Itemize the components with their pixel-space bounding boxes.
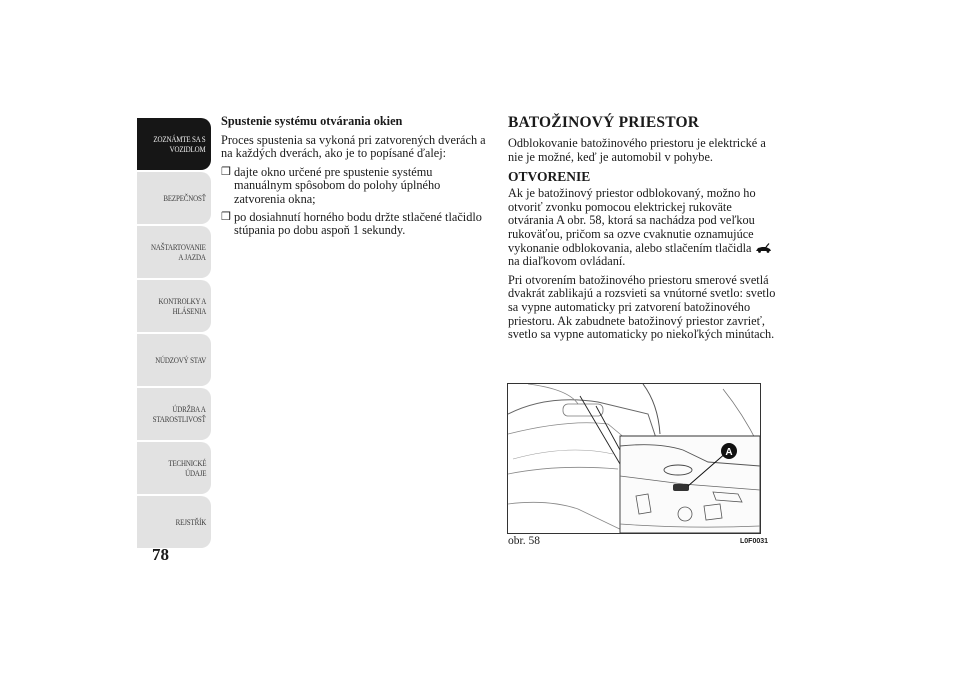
tab-label: NÚDZOVÝ STAV bbox=[155, 355, 206, 365]
intro-paragraph: Proces spustenia sa vykoná pri zatvorených dverách a na každých dverách, ako je to popísané ďalej: bbox=[221, 132, 486, 161]
section-title: BATOŽINOVÝ PRIESTOR bbox=[508, 114, 700, 131]
list-item-text: dajte okno určené pre spustenie systému manuálnym spôsobom do polohy úplného zatvorenia okna; bbox=[234, 164, 441, 206]
page-number: 78 bbox=[152, 545, 169, 564]
figure-trunk-handle bbox=[507, 383, 761, 534]
opening-text: Ak je batožinový priestor odblokovaný, možno ho otvoriť zvonku pomocou elektrickej rukoväte otvárania A obr. 58, ktorá sa nachádza pod veľkou rukoväťou, pričom sa ozve cvaknutie oznamujúce vykonanie odblokovania, alebo stlačením tlačidla bbox=[508, 186, 756, 255]
tab-nastartovanie[interactable] bbox=[137, 226, 211, 278]
tab-zoznamte-sa[interactable] bbox=[137, 118, 211, 170]
tab-label: REJSTŘÍK bbox=[175, 517, 206, 527]
subsection-title: OTVORENIE bbox=[508, 169, 591, 185]
tab-label: ZOZNÁMTE SA S VOZIDLOM bbox=[153, 134, 206, 154]
list-item bbox=[221, 166, 493, 207]
tab-label: TECHNICKÉ ÚDAJE bbox=[167, 458, 206, 478]
figure-caption: obr. 58 bbox=[508, 535, 540, 547]
lights-paragraph: Pri otvorením batožinového priestoru smerové svetlá dvakrát zablikajú a rozsvieti sa vnútorné svetlo: svetlo sa vypne automaticky pri zatvorení batožinového priestoru. Ak zabudnete batožinový priestor zavrieť, svetlo sa vypne automaticky po niekoľkých minútach. bbox=[508, 272, 776, 342]
left-column bbox=[221, 115, 493, 242]
tab-label: NAŠTARTOVANIE A JAZDA bbox=[151, 242, 206, 262]
figure-code: L0F0031 bbox=[740, 538, 769, 545]
tab-technicke-udaje[interactable] bbox=[137, 442, 211, 494]
trunk-illustration bbox=[508, 384, 760, 533]
callout-label: A bbox=[725, 447, 733, 458]
tab-nudzovy-stav[interactable] bbox=[137, 334, 211, 386]
opening-paragraph bbox=[508, 187, 778, 269]
chapter-tabs bbox=[137, 118, 211, 550]
intro-paragraph: Odblokovanie batožinového priestoru je elektrické a nie je možné, keď je automobil v pohybe. bbox=[508, 136, 766, 164]
right-column bbox=[508, 115, 778, 347]
tab-bezpecnost[interactable] bbox=[137, 172, 211, 224]
opening-text-end: na diaľkovom ovládaní. bbox=[508, 254, 626, 269]
tab-label: KONTROLKY A HLÁSENIA bbox=[158, 296, 206, 316]
bullet-mark: ❒ bbox=[221, 210, 231, 223]
tab-rejstrik[interactable] bbox=[137, 496, 211, 548]
tab-udrzba[interactable] bbox=[137, 388, 211, 440]
list-item-text: po dosiahnutí horného bodu držte stlačené tlačidlo stúpania po dobu aspoň 1 sekundy. bbox=[234, 209, 482, 238]
list-item bbox=[221, 211, 493, 238]
tab-label: BEZPEČNOSŤ bbox=[163, 193, 206, 203]
trunk-open-icon bbox=[755, 243, 772, 253]
subheading: Spustenie systému otvárania okien bbox=[221, 114, 403, 128]
tab-label: ÚDRŽBA A STAROSTLIVOSŤ bbox=[152, 404, 206, 424]
bullet-mark: ❒ bbox=[221, 165, 231, 178]
tab-kontrolky[interactable] bbox=[137, 280, 211, 332]
